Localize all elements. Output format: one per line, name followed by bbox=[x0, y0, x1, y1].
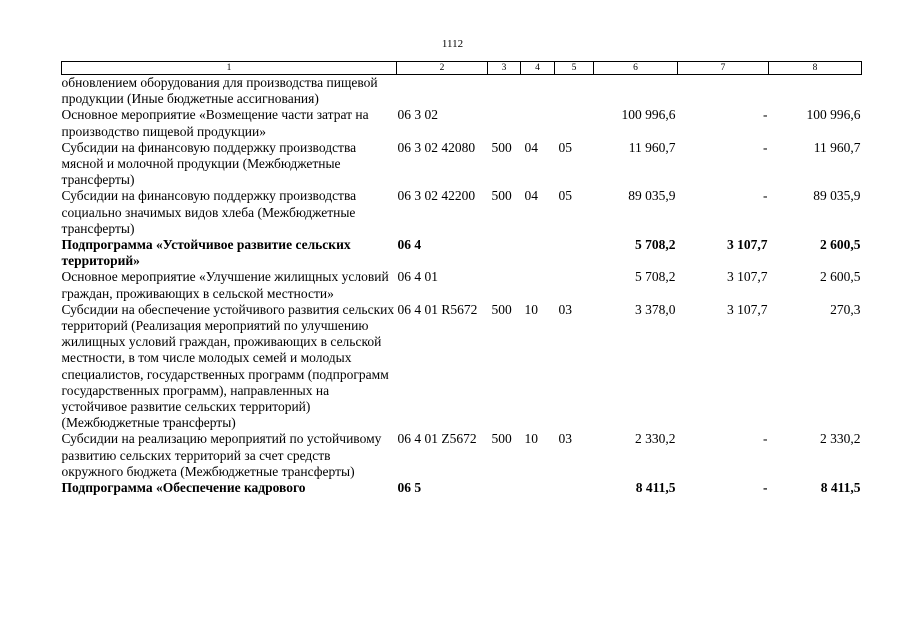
header-col-5: 5 bbox=[555, 62, 594, 75]
row-col-7 bbox=[678, 75, 769, 108]
row-col-4 bbox=[521, 480, 555, 496]
row-col-4: 10 bbox=[524, 301, 538, 317]
row-code: 06 4 bbox=[397, 237, 422, 253]
table-row bbox=[62, 237, 862, 269]
table-body bbox=[62, 75, 862, 497]
row-code: 06 3 02 42080 bbox=[397, 139, 476, 155]
row-col-8: 270,3 bbox=[830, 301, 861, 317]
table-row bbox=[62, 107, 862, 139]
row-col-6: 89 035,9 bbox=[628, 188, 676, 204]
table-header bbox=[62, 62, 862, 75]
row-col-3 bbox=[488, 480, 521, 496]
row-col-7: 3 107,7 bbox=[727, 237, 768, 253]
row-col-7: - bbox=[763, 431, 768, 447]
row-col-4: 04 bbox=[524, 188, 538, 204]
header-col-7: 7 bbox=[678, 62, 769, 75]
row-col-7: - bbox=[763, 188, 768, 204]
row-col-5 bbox=[555, 75, 594, 108]
row-code: 06 4 01 bbox=[397, 269, 438, 285]
row-col-6: 100 996,6 bbox=[621, 107, 676, 123]
row-col-5: 05 bbox=[558, 139, 572, 155]
row-col-8: 2 330,2 bbox=[820, 431, 861, 447]
row-col-4 bbox=[521, 75, 555, 108]
page-number: 1112 bbox=[441, 38, 464, 50]
row-col-8: 89 035,9 bbox=[813, 188, 861, 204]
row-col-3: 500 bbox=[491, 301, 512, 317]
row-col-5 bbox=[555, 237, 594, 269]
row-col-3 bbox=[488, 75, 521, 108]
row-col-4 bbox=[521, 269, 555, 301]
row-col-3 bbox=[488, 107, 521, 139]
row-code: 06 4 01 R5672 bbox=[397, 301, 478, 317]
row-col-7: - bbox=[763, 107, 768, 123]
row-col-4 bbox=[521, 237, 555, 269]
row-col-3: 500 bbox=[491, 139, 512, 155]
row-col-6 bbox=[594, 75, 678, 108]
row-col-4: 10 bbox=[524, 431, 538, 447]
row-col-3: 500 bbox=[491, 188, 512, 204]
row-col-5 bbox=[555, 269, 594, 301]
row-col-5 bbox=[555, 107, 594, 139]
row-code bbox=[397, 75, 488, 108]
header-col-2: 2 bbox=[397, 62, 488, 75]
row-col-6: 11 960,7 bbox=[628, 139, 676, 155]
row-col-8: 2 600,5 bbox=[820, 269, 861, 285]
row-code: 06 4 01 Z5672 bbox=[397, 431, 477, 447]
row-code: 06 3 02 bbox=[397, 107, 438, 123]
row-col-7: - bbox=[763, 480, 768, 496]
row-name: Подпрограмма «Обеспечение кадрового bbox=[61, 480, 306, 496]
row-col-7: 3 107,7 bbox=[727, 301, 768, 317]
table-row bbox=[62, 75, 862, 108]
row-col-8: 8 411,5 bbox=[820, 480, 861, 496]
row-name: Субсидии на обеспечение устойчивого развития сельских территорий (Реализация мероприятий по улучшению жилищных условий граждан, проживающих в сельской местности, в том числе молодых семей и молодых специалистов, государственных программ (подпрограмм государственных программ), направленных на устойчивое развитие сельских территорий) (Межбюджетные трансферты) bbox=[61, 301, 395, 431]
row-col-4 bbox=[521, 107, 555, 139]
table-row bbox=[62, 140, 862, 189]
row-col-8: 2 600,5 bbox=[820, 237, 861, 253]
header-col-3: 3 bbox=[488, 62, 521, 75]
row-name: Субсидии на реализацию мероприятий по устойчивому развитию сельских территорий за счет средств окружного бюджета (Межбюджетные трансферты) bbox=[61, 431, 382, 479]
table-row bbox=[62, 269, 862, 301]
row-col-4: 04 bbox=[524, 139, 538, 155]
row-col-3: 500 bbox=[491, 431, 512, 447]
row-col-6: 8 411,5 bbox=[635, 480, 676, 496]
row-col-6: 2 330,2 bbox=[635, 431, 676, 447]
header-col-6: 6 bbox=[594, 62, 678, 75]
row-col-3 bbox=[488, 237, 521, 269]
row-name: обновлением оборудования для производства пищевой продукции (Иные бюджетные ассигнования) bbox=[61, 75, 378, 107]
table-row bbox=[62, 480, 862, 496]
header-col-8: 8 bbox=[769, 62, 862, 75]
header-col-4: 4 bbox=[521, 62, 555, 75]
row-code: 06 3 02 42200 bbox=[397, 188, 476, 204]
row-col-6: 5 708,2 bbox=[635, 237, 676, 253]
row-col-5 bbox=[555, 480, 594, 496]
table-row bbox=[62, 431, 862, 480]
row-code: 06 5 bbox=[397, 480, 422, 496]
row-name: Подпрограмма «Устойчивое развитие сельских территорий» bbox=[61, 237, 351, 269]
row-col-7: 3 107,7 bbox=[727, 269, 768, 285]
header-col-1: 1 bbox=[62, 62, 397, 75]
row-col-5: 05 bbox=[558, 188, 572, 204]
row-name: Субсидии на финансовую поддержку производства мясной и молочной продукции (Межбюджетные трансферты) bbox=[61, 139, 357, 188]
budget-table bbox=[61, 61, 862, 496]
row-col-8 bbox=[769, 75, 862, 108]
header-row bbox=[62, 62, 862, 75]
table-row bbox=[62, 302, 862, 432]
row-col-5: 03 bbox=[558, 301, 572, 317]
table-row bbox=[62, 188, 862, 237]
row-name: Основное мероприятие «Улучшение жилищных условий граждан, проживающих в сельской местности» bbox=[61, 269, 389, 301]
row-col-7: - bbox=[763, 139, 768, 155]
row-name: Субсидии на финансовую поддержку производства социально значимых видов хлеба (Межбюджетные трансферты) bbox=[61, 188, 357, 236]
row-col-6: 3 378,0 bbox=[635, 301, 676, 317]
row-name: Основное мероприятие «Возмещение части затрат на производство пищевой продукции» bbox=[61, 107, 369, 139]
row-col-3 bbox=[488, 269, 521, 301]
row-col-6: 5 708,2 bbox=[635, 269, 676, 285]
row-col-5: 03 bbox=[558, 431, 572, 447]
row-col-8: 100 996,6 bbox=[806, 107, 861, 123]
row-col-8: 11 960,7 bbox=[813, 139, 861, 155]
